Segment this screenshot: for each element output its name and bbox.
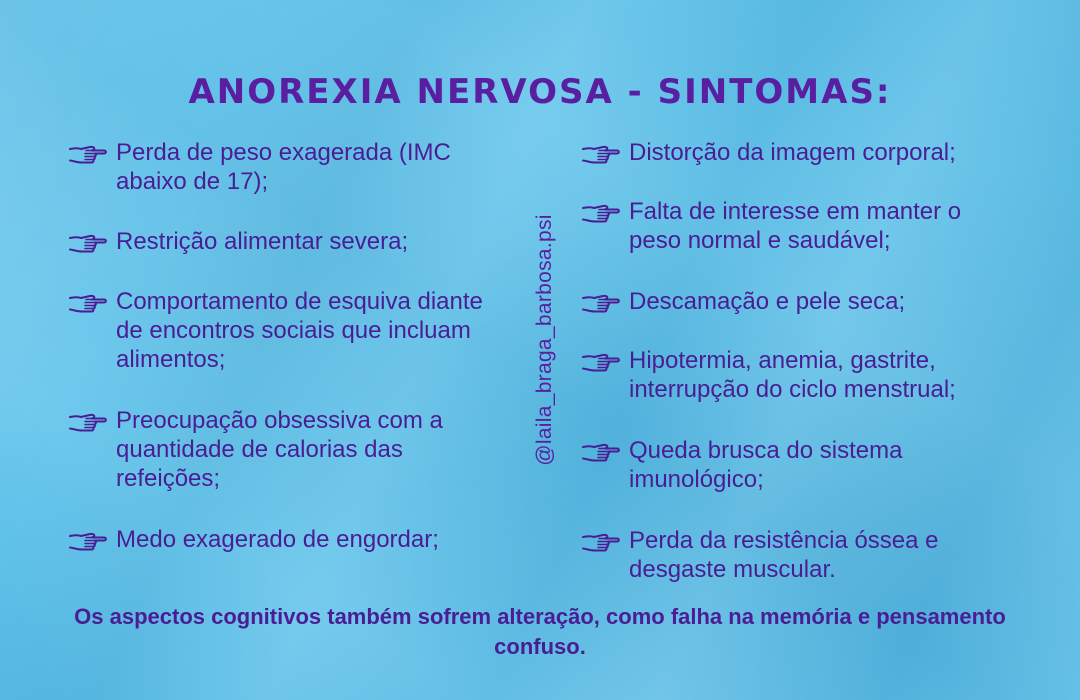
list-item (68, 287, 518, 374)
pointing-hand-icon (68, 232, 108, 256)
list-item-text: Medo exagerado de engordar; (116, 526, 439, 553)
page-title: ANOREXIA NERVOSA - SINTOMAS: (188, 72, 892, 112)
list-item (581, 526, 1021, 584)
list-item (581, 436, 1021, 494)
list-item (581, 138, 1021, 167)
list-item-text: Distorção da imagem corporal; (629, 139, 956, 166)
pointing-hand-icon (581, 351, 621, 375)
pointing-hand-icon (581, 143, 621, 167)
pointing-hand-icon (581, 531, 621, 555)
list-item-text: Restrição alimentar severa; (116, 228, 409, 255)
list-item-text: Perda de peso exagerada (IMC abaixo de 17); (116, 139, 451, 195)
list-item (581, 197, 1021, 255)
pointing-hand-icon (68, 411, 108, 435)
list-item-text: Hipotermia, anemia, gastrite, interrupção do ciclo menstrual; (629, 347, 956, 403)
pointing-hand-icon (581, 441, 621, 465)
list-item-text: Descamação e pele seca; (629, 288, 906, 315)
pointing-hand-icon (68, 143, 108, 167)
pointing-hand-icon (68, 530, 108, 554)
list-item-text: Preocupação obsessiva com a quantidade de calorias das refeições; (116, 407, 443, 492)
list-item-text: Comportamento de esquiva diante de encontros sociais que incluam alimentos; (116, 288, 483, 373)
list-item (581, 346, 1021, 404)
pointing-hand-icon (581, 202, 621, 226)
list-item-text: Queda brusca do sistema imunológico; (629, 437, 903, 493)
list-item-text: Falta de interesse em manter o peso normal e saudável; (629, 198, 962, 254)
list-item-text: Perda da resistência óssea e desgaste muscular. (629, 527, 939, 583)
author-handle: @laila_braga_barbosa.psi (533, 214, 556, 466)
pointing-hand-icon (68, 292, 108, 316)
pointing-hand-icon (581, 292, 621, 316)
list-item (68, 406, 518, 493)
list-item (68, 227, 518, 256)
list-item (581, 287, 1021, 316)
list-item (68, 525, 518, 554)
footer-note: Os aspectos cognitivos também sofrem alteração, como falha na memória e pensamento confuso. (74, 604, 1006, 659)
list-item (68, 138, 518, 196)
